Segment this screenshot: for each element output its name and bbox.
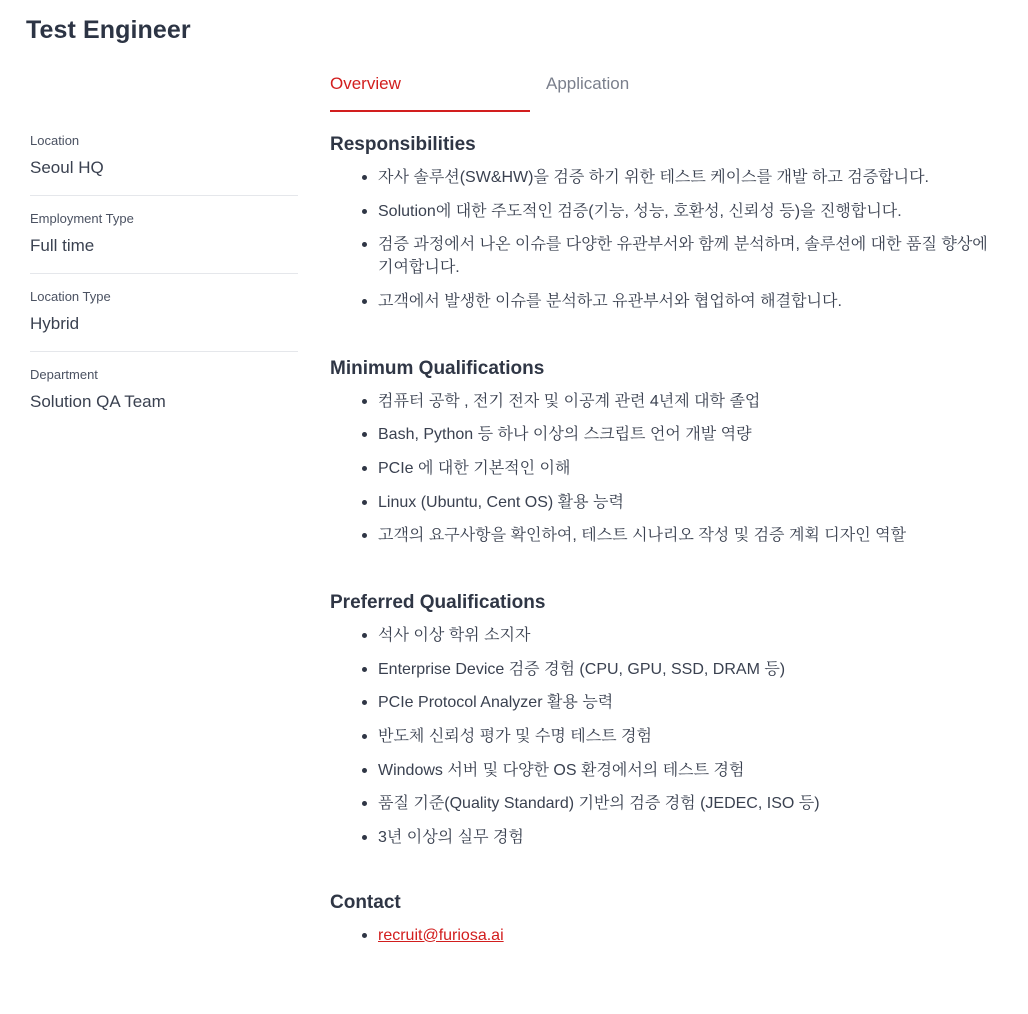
job-description: [330, 130, 1000, 957]
list-item: 고객에서 발생한 이슈를 분석하고 유관부서와 협업하여 해결합니다.: [360, 290, 1000, 313]
list-item: Bash, Python 등 하나 이상의 스크립트 언어 개발 역량: [360, 423, 1000, 446]
list-item: PCIe 에 대한 기본적인 이해: [360, 457, 1000, 480]
page-title: Test Engineer: [26, 16, 191, 44]
meta-employment-type: [30, 196, 298, 274]
contact-section: [330, 888, 1000, 947]
meta-value: Seoul HQ: [30, 158, 104, 177]
list-item: PCIe Protocol Analyzer 활용 능력: [360, 691, 1000, 714]
meta-location-type: [30, 274, 298, 352]
responsibilities-list: [330, 166, 1000, 313]
section-title: Minimum Qualifications: [330, 357, 545, 379]
list-item: Windows 서버 및 다양한 OS 환경에서의 테스트 경험: [360, 759, 1000, 782]
job-meta-sidebar: [30, 118, 298, 430]
meta-value: Full time: [30, 236, 95, 255]
contact-list: [330, 924, 1000, 947]
contact-email-link[interactable]: recruit@furiosa.ai: [378, 926, 504, 944]
tab-bar: [330, 62, 730, 112]
meta-location: [30, 118, 298, 196]
list-item: Enterprise Device 검증 경험 (CPU, GPU, SSD, DRAM 등): [360, 658, 1000, 681]
minimum-qualifications-list: [330, 390, 1000, 547]
list-item: Linux (Ubuntu, Cent OS) 활용 능력: [360, 491, 1000, 514]
section-title: Contact: [330, 891, 401, 913]
meta-value: Hybrid: [30, 314, 80, 333]
meta-label: Location Type: [30, 289, 111, 304]
list-item: Solution에 대한 주도적인 검증(기능, 성능, 호환성, 신뢰성 등)을 진행합니다.: [360, 200, 1000, 223]
list-item: 자사 솔루션(SW&HW)을 검증 하기 위한 테스트 케이스를 개발 하고 검증합니다.: [360, 166, 1000, 189]
preferred-qualifications-list: [330, 624, 1000, 849]
list-item: 반도체 신뢰성 평가 및 수명 테스트 경험: [360, 725, 1000, 748]
list-item: [360, 924, 1000, 947]
minimum-qualifications-section: [330, 354, 1000, 547]
section-title: Preferred Qualifications: [330, 592, 546, 614]
list-item: 검증 과정에서 나온 이슈를 다양한 유관부서와 함께 분석하며, 솔루션에 대한 품질 향상에 기여합니다.: [360, 233, 1000, 279]
tab-overview[interactable]: Overview: [330, 62, 530, 112]
responsibilities-section: [330, 130, 1000, 313]
tab-application[interactable]: Application: [546, 74, 630, 93]
meta-label: Department: [30, 367, 98, 382]
meta-value: Solution QA Team: [30, 392, 166, 411]
meta-label: Location: [30, 133, 80, 148]
list-item: 고객의 요구사항을 확인하여, 테스트 시나리오 작성 및 검증 계획 디자인 역할: [360, 524, 1000, 547]
list-item: 3년 이상의 실무 경험: [360, 826, 1000, 849]
list-item: 석사 이상 학위 소지자: [360, 624, 1000, 647]
meta-department: [30, 352, 298, 430]
list-item: 품질 기준(Quality Standard) 기반의 검증 경험 (JEDEC, ISO 등): [360, 792, 1000, 815]
list-item: 컴퓨터 공학 , 전기 전자 및 이공계 관련 4년제 대학 졸업: [360, 390, 1000, 413]
meta-label: Employment Type: [30, 211, 134, 226]
preferred-qualifications-section: [330, 588, 1000, 849]
section-title: Responsibilities: [330, 134, 476, 155]
